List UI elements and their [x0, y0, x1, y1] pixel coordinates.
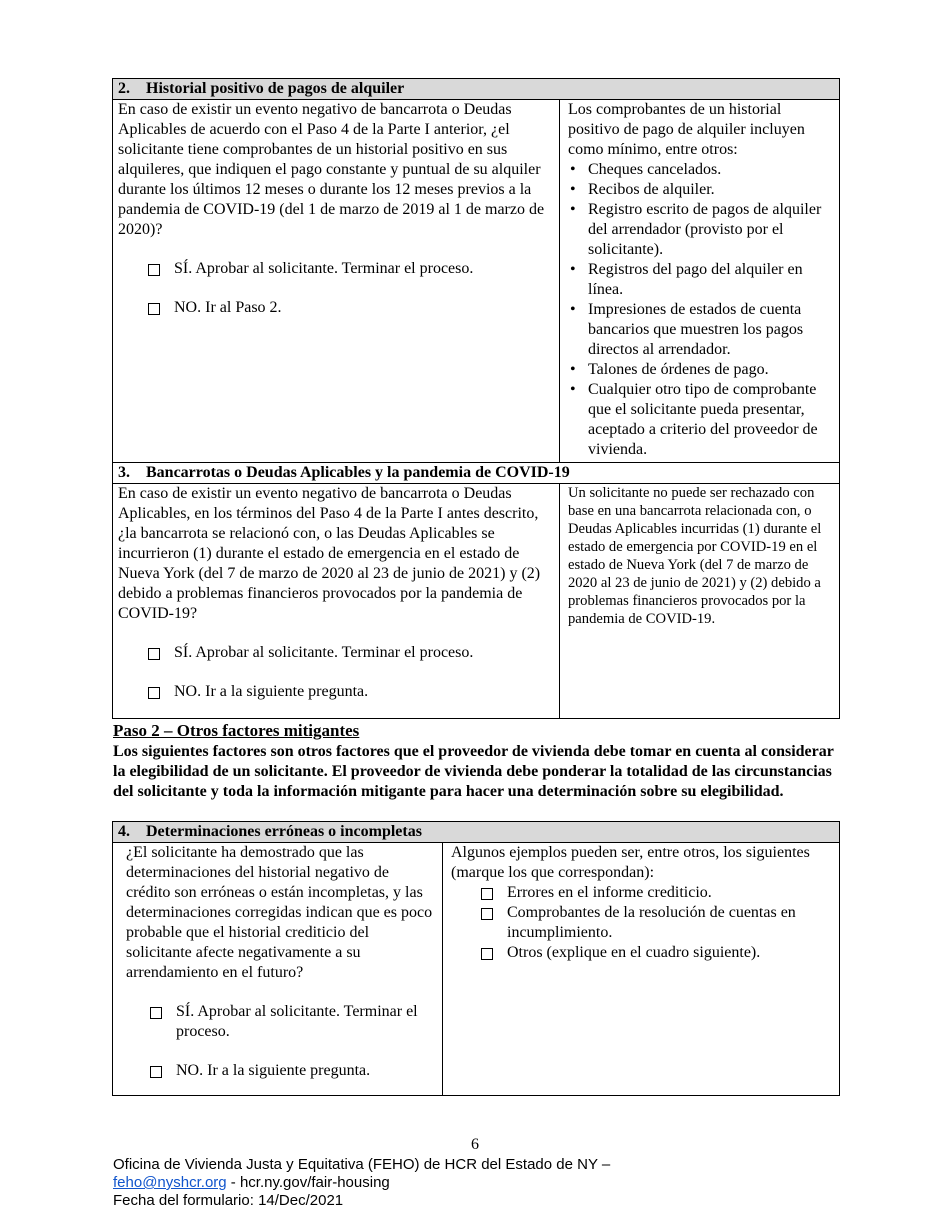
section-4-title: Determinaciones erróneas o incompletas: [146, 823, 422, 840]
section-4-check-item[interactable]: [481, 903, 834, 943]
section-2-evidence-list: [568, 160, 834, 460]
list-item: • Impresiones de estados de cuenta bancarios que muestren los pagos directos al arrendador.: [588, 300, 834, 360]
step-2-intro: Los siguientes factores son otros factores que el proveedor de vivienda debe tomar en cuenta al considerar la elegibilidad de un solicitante. El proveedor de vivienda debe ponderar la totalidad de las circunstancias del solicitante y toda la información mitigante para hacer una determinación sobre su elegibilidad.: [113, 743, 834, 800]
page-number: 6: [471, 1136, 479, 1153]
list-item: • Registros del pago del alquiler en línea.: [588, 260, 834, 300]
footer-form-date: Fecha del formulario: 14/Dec/2021: [113, 1192, 344, 1209]
section-3-option-no[interactable]: [148, 682, 554, 702]
section-4-side-cell: [443, 843, 840, 1096]
side-note-text: Un solicitante no puede ser rechazado con base en una bancarrota relacionada con, o Deudas Aplicables incurridas (1) durante el estado de emergencia por COVID-19 en el estado de Nueva York (del 7 de marzo de 2020 al 23 de junio de 2021) y (2) debido a problemas financieros provocados por la pandemia de COVID-19.: [568, 485, 822, 627]
eligibility-table-part1: [112, 78, 840, 719]
section-2-question: En caso de existir un evento negativo de bancarrota o Deudas Aplicables de acuerdo con el Paso 4 de la Parte I anterior, ¿el solicitante tiene comprobantes de un historial positivo en sus alquileres, que indiquen el pago constante y puntual de su alquiler durante los últimos 12 meses o durante los 12 meses previos a la pandemia de COVID-19 (del 1 de marzo de 2019 al 1 de marzo de 2020)?: [118, 101, 545, 238]
footer-email-link[interactable]: feho@nyshcr.org: [113, 1174, 227, 1191]
checkbox-icon[interactable]: [481, 948, 493, 960]
section-3-question-cell: [113, 484, 560, 719]
checkbox-icon[interactable]: [481, 908, 493, 920]
section-3-option-yes[interactable]: [148, 643, 554, 663]
section-4-question: ¿El solicitante ha demostrado que las determinaciones del historial negativo de crédito son erróneas o están incompletas, y las determinaciones corregidas indican que es poco probable que el historial crediticio del solicitante afecte negativamente a su arrendamiento en el futuro?: [126, 844, 433, 981]
section-2-question-cell: [113, 100, 560, 463]
section-4-side-intro: Algunos ejemplos pueden ser, entre otros, los siguientes (marque los que correspondan):: [451, 844, 810, 881]
checkbox-icon[interactable]: [148, 687, 160, 699]
section-3-title: Bancarrotas o Deudas Aplicables y la pandemia de COVID-19: [146, 464, 570, 481]
section-4-question-cell: [113, 843, 443, 1096]
checkbox-icon[interactable]: [150, 1066, 162, 1078]
option-no-label: NO. Ir al Paso 2.: [174, 299, 282, 316]
footer-office: Oficina de Vivienda Justa y Equitativa (FEHO) de HCR del Estado de NY –: [113, 1156, 611, 1173]
option-yes-label: SÍ. Aprobar al solicitante. Terminar el proceso.: [176, 1003, 418, 1040]
option-yes-label: SÍ. Aprobar al solicitante. Terminar el proceso.: [174, 644, 474, 661]
section-4-check-item[interactable]: [481, 943, 834, 963]
section-4-option-yes[interactable]: [150, 1002, 437, 1042]
section-4-check-item[interactable]: [481, 883, 834, 903]
check-item-label: Errores en el informe crediticio.: [507, 884, 712, 901]
section-2-side-intro: Los comprobantes de un historial positivo de pago de alquiler incluyen como mínimo, entre otros:: [568, 101, 805, 158]
checkbox-icon[interactable]: [148, 264, 160, 276]
checkbox-icon[interactable]: [148, 303, 160, 315]
section-2-side-cell: [560, 100, 840, 463]
section-2-number: 2.: [118, 80, 130, 97]
list-item: • Talones de órdenes de pago.: [588, 360, 834, 380]
step-2-title: Paso 2 – Otros factores mitigantes: [113, 721, 360, 740]
checkbox-icon[interactable]: [150, 1007, 162, 1019]
option-no-label: NO. Ir a la siguiente pregunta.: [174, 683, 369, 700]
section-4-header: [113, 822, 840, 843]
footer-site: - hcr.ny.gov/fair-housing: [226, 1174, 390, 1191]
section-3-header: [113, 463, 840, 484]
section-3-number: 3.: [118, 464, 130, 481]
section-4-option-no[interactable]: [150, 1061, 437, 1081]
list-item: • Recibos de alquiler.: [588, 180, 834, 200]
check-item-label: Otros (explique en el cuadro siguiente).: [507, 944, 761, 961]
footer: [113, 1156, 610, 1210]
section-4-number: 4.: [118, 823, 130, 840]
check-item-label: Comprobantes de la resolución de cuentas en incumplimiento.: [507, 904, 796, 941]
eligibility-table-part2: [112, 821, 840, 1096]
option-no-label: NO. Ir a la siguiente pregunta.: [176, 1062, 371, 1079]
section-3-question: En caso de existir un evento negativo de bancarrota o Deudas Aplicables, en los términos del Paso 4 de la Parte I antes descrito, ¿la bancarrota se relacionó con, o las Deudas Aplicables se incurrieron (1) durante el estado de emergencia en el estado de Nueva York (del 7 de marzo de 2020 al 23 de junio de 2021) y (2) debido a problemas financieros provocados por la pandemia de COVID-19?: [118, 485, 541, 622]
section-2-option-no[interactable]: [148, 298, 554, 318]
list-item: • Cualquier otro tipo de comprobante que el solicitante pueda presentar, aceptado a criterio del proveedor de vivienda.: [588, 380, 834, 460]
list-item: • Cheques cancelados.: [588, 160, 834, 180]
option-yes-label: SÍ. Aprobar al solicitante. Terminar el proceso.: [174, 260, 474, 277]
list-item: • Registro escrito de pagos de alquiler del arrendador (provisto por el solicitante).: [588, 200, 834, 260]
checkbox-icon[interactable]: [481, 888, 493, 900]
checkbox-icon[interactable]: [148, 648, 160, 660]
footer-contact: [113, 1174, 610, 1192]
section-2-header: [113, 79, 840, 100]
section-3-side-note: [560, 484, 840, 719]
section-2-title: Historial positivo de pagos de alquiler: [146, 80, 405, 97]
section-2-option-yes[interactable]: [148, 259, 554, 279]
